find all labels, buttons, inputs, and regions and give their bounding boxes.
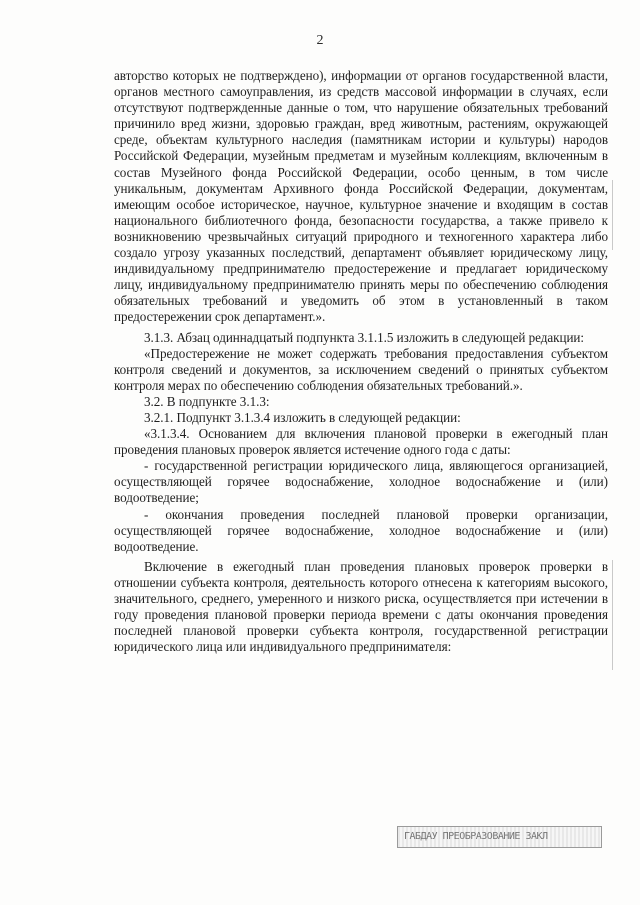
paragraph-continuation: авторство которых не подтверждено), информации от органов государственной власти, органов местного самоуправления, из средств массовой информации в случаях, если отсутствуют подтвержденные данные о том, что нарушение обязательных требований причинило вред жизни, здоровью граждан, вред животным, растениям, окружающей среде, объектам культурного наследия (памятникам истории и культуры) народов Российской Федерации, музейным предметам и музейным коллекциям, включенным в состав Музейного фонда Российской Федерации, особо ценным, в том числе уникальным, документам Архивного фонда Российской Федерации, документам, имеющим особое историческое, научное, культурное значение и входящим в состав национального библиотечного фонда, безопасности государства, а также привело к возникновению чрезвычайных ситуаций природного и техногенного характера либо создало угрозу указанных последствий, департамент объявляет юридическому лицу, индивидуальному предпринимателю предостережение и предлагает юридическому лицу, индивидуальному предпринимателю принять меры по обеспечению соблюдения обязательных требований и уведомить об этом в установленный в таком предостережении срок департамент.».: [114, 68, 608, 325]
paragraph-risk-categories: Включение в ежегодный план проведения плановых проверок проверки в отношении субъекта контроля, деятельность которого отнесена к категориям высокого, значительного, среднего, умеренного и низкого риска, осуществляется при истечении в году проведения плановой проверки периода времени с даты окончания проведения последней плановой проверки субъекта контроля, государственной регистрации юридического лица или индивидуального предпринимателя:: [114, 558, 608, 655]
paragraph-3-1-3-4: «3.1.3.4. Основанием для включения плановой проверки в ежегодный план проведения плановых проверок является истечение одного года с даты:: [114, 426, 608, 458]
list-item-registration: - государственной регистрации юридического лица, являющегося организацией, осуществляющей горячее водоснабжение, холодное водоснабжение и (или) водоотведение;: [114, 458, 608, 506]
list-item-last-inspection: - окончания проведения последней плановой проверки организации, осуществляющей горячее водоснабжение, холодное водоснабжение и (или) водоотведение.: [114, 506, 608, 554]
paragraph-3-1-3: 3.1.3. Абзац одиннадцатый подпункта 3.1.1.5 изложить в следующей редакции:: [144, 329, 585, 345]
scan-edge-mark: [612, 560, 613, 670]
document-body: [114, 68, 608, 655]
registration-stamp: ГАБДАУ ПРЕОБРАЗОВАНИЕ ЗАКЛ: [397, 826, 602, 848]
scan-edge-mark: [612, 180, 613, 250]
paragraph-warning-quote: «Предостережение не может содержать требования предоставления субъектом контроля сведений и документов, за исключением сведений о принятых субъектом контроля мерах по обеспечению соблюдения обязательных требований.».: [114, 345, 608, 393]
paragraph-3-2-1: 3.2.1. Подпункт 3.1.3.4 изложить в следующей редакции:: [144, 409, 461, 425]
page-number: 2: [316, 33, 324, 48]
paragraph-3-2: 3.2. В подпункте 3.1.3:: [144, 393, 270, 409]
